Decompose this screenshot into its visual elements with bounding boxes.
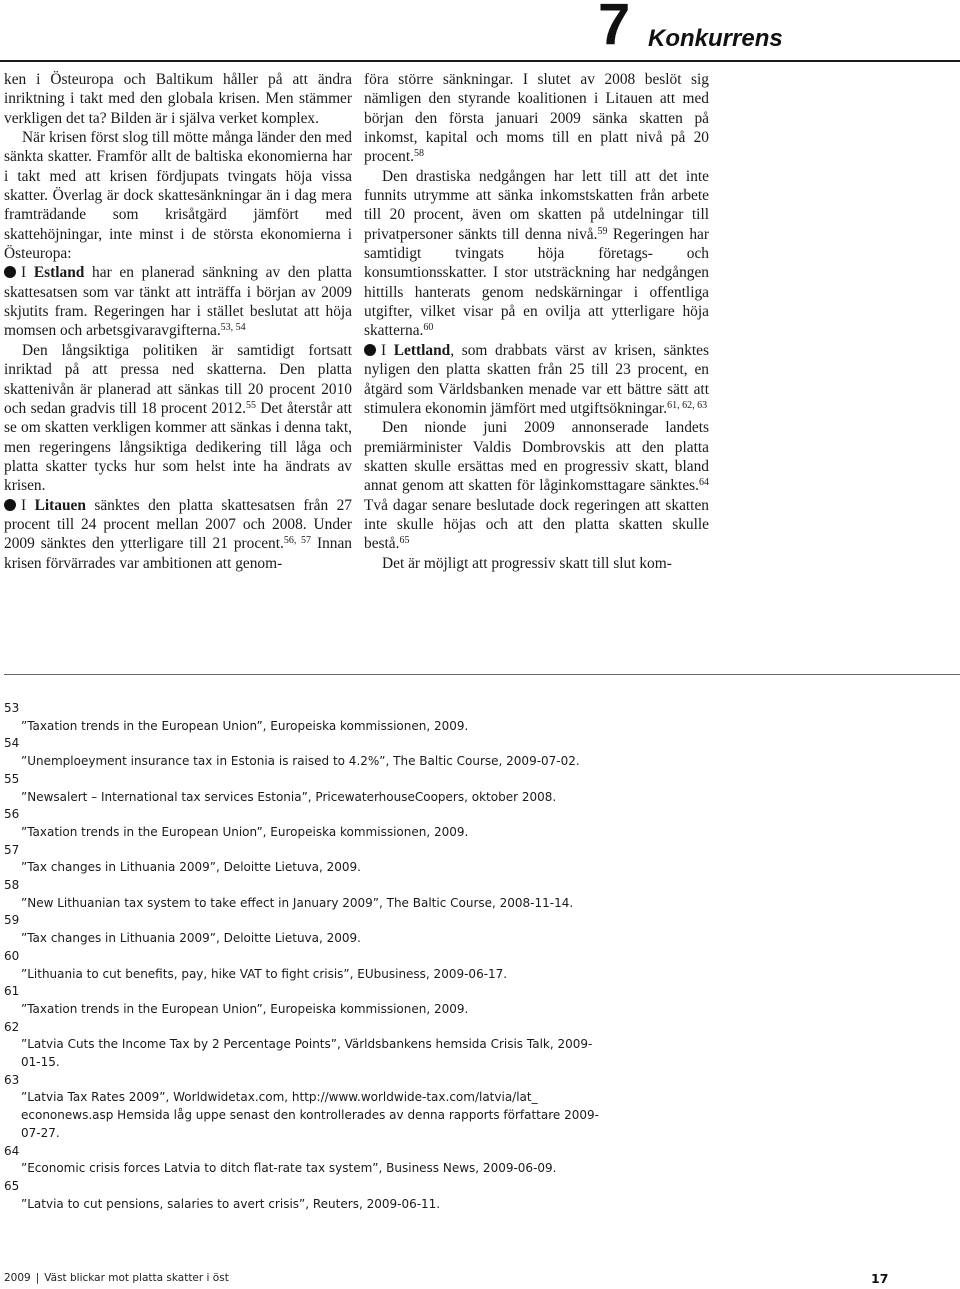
- footnote-text: ”Tax changes in Lithuania 2009”, Deloitte Lietuva, 2009.: [21, 931, 361, 946]
- footnote-ref: 58: [414, 148, 424, 160]
- bullet-paragraph-lettland: [364, 341, 709, 418]
- footnote-item: [4, 771, 604, 806]
- footnote-text: ”Latvia to cut pensions, salaries to avert crisis”, Reuters, 2009-06-11.: [21, 1196, 441, 1211]
- footnote-number: 57: [4, 842, 20, 857]
- footnote-item: [4, 806, 604, 841]
- footnote-text: ”Economic crisis forces Latvia to ditch flat-rate tax system”, Business News, 2009-06-09.: [21, 1161, 557, 1176]
- paragraph: ken i Östeuropa och Baltikum håller på att ändra inriktning i takt med den globala krisen. Men stämmer verkligen det ta? Bilden är i själva verket komplex.: [4, 71, 352, 127]
- footnote-item: [4, 877, 604, 912]
- footnote-text: ”New Lithuanian tax system to take effect in January 2009”, The Baltic Course, 2008-11-14.: [21, 895, 574, 910]
- paragraph-text: sänktes den platta skattesatsen från 27 procent till 24 procent mellan 2007 och 2008. Under 2009 sänktes den ytterligare till 21 procent.: [4, 496, 352, 553]
- paragraph: Det är möjligt att progressiv skatt till slut kom-: [382, 554, 672, 572]
- paragraph-text: Två dagar senare beslutade dock regeringen att skatten inte skulle höjas och att den platta skatten skulle bestå.: [364, 496, 709, 553]
- bullet-paragraph-estland: [4, 263, 352, 340]
- footnote-number: 56: [4, 807, 20, 822]
- footnote-item: [4, 948, 604, 983]
- bullet-lead: I: [381, 341, 394, 359]
- page-footer: [4, 1271, 229, 1285]
- bullet-icon: [4, 499, 16, 511]
- bullet-paragraph-litauen: [4, 496, 352, 573]
- paragraph-text: Regeringen har samtidigt tvingats höja företags- och konsumtionsskatter. I stor utsträckning har nedgången hittills hanterats genom nedskärningar i offentliga utgifter, vilket visar på en ovilja att ytterligare höja skatterna.: [364, 225, 709, 340]
- footnote-ref: 59: [597, 225, 608, 237]
- footnote-number: 55: [4, 771, 20, 786]
- paragraph: När krisen först slog till mötte många länder den med sänkta skatter. Framför allt de baltiska ekonomierna har i takt med att krisen fördjupats tvingats höja vissa skatter. Överlag är dock skattesänkningar än i dag mera framträdande som krisåtgärd jämfört med skattehöjningar, inte minst i de största ekonomierna i Östeuropa:: [4, 129, 352, 263]
- footnote-ref: 60: [423, 322, 434, 334]
- footnote-number: 64: [4, 1143, 20, 1158]
- chapter-title: Konkurrens: [648, 25, 783, 52]
- footnote-text: ”Latvia Cuts the Income Tax by 2 Percentage Points”, Världsbankens hemsida Crisis Talk, 2009-01-15.: [21, 1037, 593, 1070]
- paragraph-text: föra större sänkningar. I slutet av 2008 beslöt sig nämligen den styrande koalitionen i Litauen att med början den första januari 2009 sänka skatten på inkomst, kapital och moms till en platt nivå på 20 procent.: [364, 71, 709, 166]
- footnote-item: [4, 912, 604, 947]
- footnote-ref: 56, 57: [283, 535, 311, 547]
- footnote-number: 63: [4, 1072, 20, 1087]
- bullet-icon: [4, 266, 16, 278]
- page-number: 17: [871, 1271, 889, 1286]
- footnote-item: [4, 1019, 604, 1072]
- footnote-ref: 65: [399, 535, 410, 547]
- footnote-ref: 64: [699, 477, 709, 489]
- footnote-item: [4, 700, 604, 735]
- footnote-number: 54: [4, 736, 20, 751]
- paragraph-text: har en planerad sänkning av den platta skattesatsen som var tänkt att inträffa i början av 2009 skjutits fram. Regeringen har i stället beslutat att höja momsen och arbetsgivaravgifterna.: [4, 264, 352, 340]
- footnote-text: ”Taxation trends in the European Union”, Europeiska kommissionen, 2009.: [21, 718, 469, 733]
- paragraph-text: Det återstår att se om skatten verkligen kommer att sänkas i denna takt, men regeringens långsiktiga dedikering till låga och platta skatter tycks hur som helst inte ha ändrats av krisen.: [4, 399, 352, 495]
- left-text-column: [4, 70, 352, 573]
- chapter-number: 7: [598, 0, 631, 57]
- footnote-number: 62: [4, 1019, 20, 1034]
- country-name: Litauen: [34, 496, 86, 514]
- paragraph-text: Den nionde juni 2009 annonserade landets premiärminister Valdis Dombrovskis att den platta skatten skulle ersättas med en progressiv skatt, bland annat genom att skatten för låginkomsttagare sänktes.: [364, 419, 709, 495]
- footnote-item: [4, 1143, 604, 1178]
- footnote-text: ”Newsalert – International tax services Estonia”, PricewaterhouseCoopers, oktober 2008.: [21, 789, 557, 804]
- country-name: Lettland: [393, 341, 451, 359]
- bullet-icon: [364, 344, 376, 356]
- bullet-lead: I: [21, 264, 34, 282]
- footer-year: 2009: [4, 1272, 31, 1284]
- paragraph: [364, 70, 709, 167]
- footnote-number: 60: [4, 948, 20, 963]
- footnote-ref: 53, 54: [220, 322, 246, 334]
- country-name: Estland: [33, 264, 85, 282]
- footnote-ref: 61, 62, 63: [667, 399, 708, 411]
- footnote-text: ”Taxation trends in the European Union”, Europeiska kommissionen, 2009.: [21, 824, 469, 839]
- right-text-column: [364, 70, 709, 573]
- footnote-divider: [4, 674, 960, 675]
- footnote-item: [4, 842, 604, 877]
- footnotes-list: [4, 700, 604, 1213]
- footnote-text: ”Unemploeyment insurance tax in Estonia is raised to 4.2%”, The Baltic Course, 2009-07-02.: [21, 754, 580, 769]
- paragraph-text: Den drastiska nedgången har lett till att det inte funnits utrymme att sänka inkomstskatten från arbete till 20 procent, även om skatten på utdelningar till privatpersoner sänkts till denna nivå.: [364, 167, 709, 243]
- footnote-number: 53: [4, 701, 20, 715]
- paragraph: [364, 167, 709, 341]
- footnote-item: [4, 1072, 604, 1143]
- bullet-lead: I: [21, 496, 35, 514]
- paragraph-text: Den långsiktiga politiken är samtidigt fortsatt inriktad på att pressa ned skatterna. Den platta skattenivån är planerad att sänkas till 20 procent 2010 och sedan gradvis till 18 procent 2012.: [4, 341, 352, 417]
- header-rule: [0, 60, 960, 62]
- footnote-item: [4, 1178, 604, 1213]
- footnote-number: 59: [4, 913, 20, 928]
- footnote-item: [4, 983, 604, 1018]
- footnote-ref: 55: [246, 399, 257, 411]
- paragraph: [4, 341, 352, 496]
- footer-publication-title: Väst blickar mot platta skatter i öst: [44, 1272, 229, 1284]
- footnote-text: ”Tax changes in Lithuania 2009”, Deloitte Lietuva, 2009.: [21, 860, 361, 875]
- footnote-text: ”Lithuania to cut benefits, pay, hike VAT to fight crisis”, EUbusiness, 2009-06-17.: [21, 966, 508, 981]
- paragraph-text: Innan krisen förvärrades var ambitionen att genom-: [4, 535, 352, 572]
- paragraph: [364, 418, 709, 553]
- footnote-number: 65: [4, 1178, 20, 1193]
- footnote-item: [4, 735, 604, 770]
- footnote-text: ”Taxation trends in the European Union”, Europeiska kommissionen, 2009.: [21, 1001, 469, 1016]
- footnote-number: 58: [4, 878, 20, 893]
- footnote-text: ”Latvia Tax Rates 2009”, Worldwidetax.com, http://www.worldwide-tax.com/latvia/lat_ econonews.asp Hemsida låg uppe senast den kontrollerades av denna rapports författare 2009-07-27.: [21, 1090, 599, 1140]
- footer-separator: |: [35, 1272, 40, 1284]
- footnote-number: 61: [4, 984, 20, 999]
- paragraph-text: , som drabbats värst av krisen, sänktes nyligen den platta skatten från 25 till 23 procent, en åtgärd som Världsbanken menade var ett bättre sätt att stimulera ekonomin jämfört med utgiftsökningar.: [364, 341, 709, 417]
